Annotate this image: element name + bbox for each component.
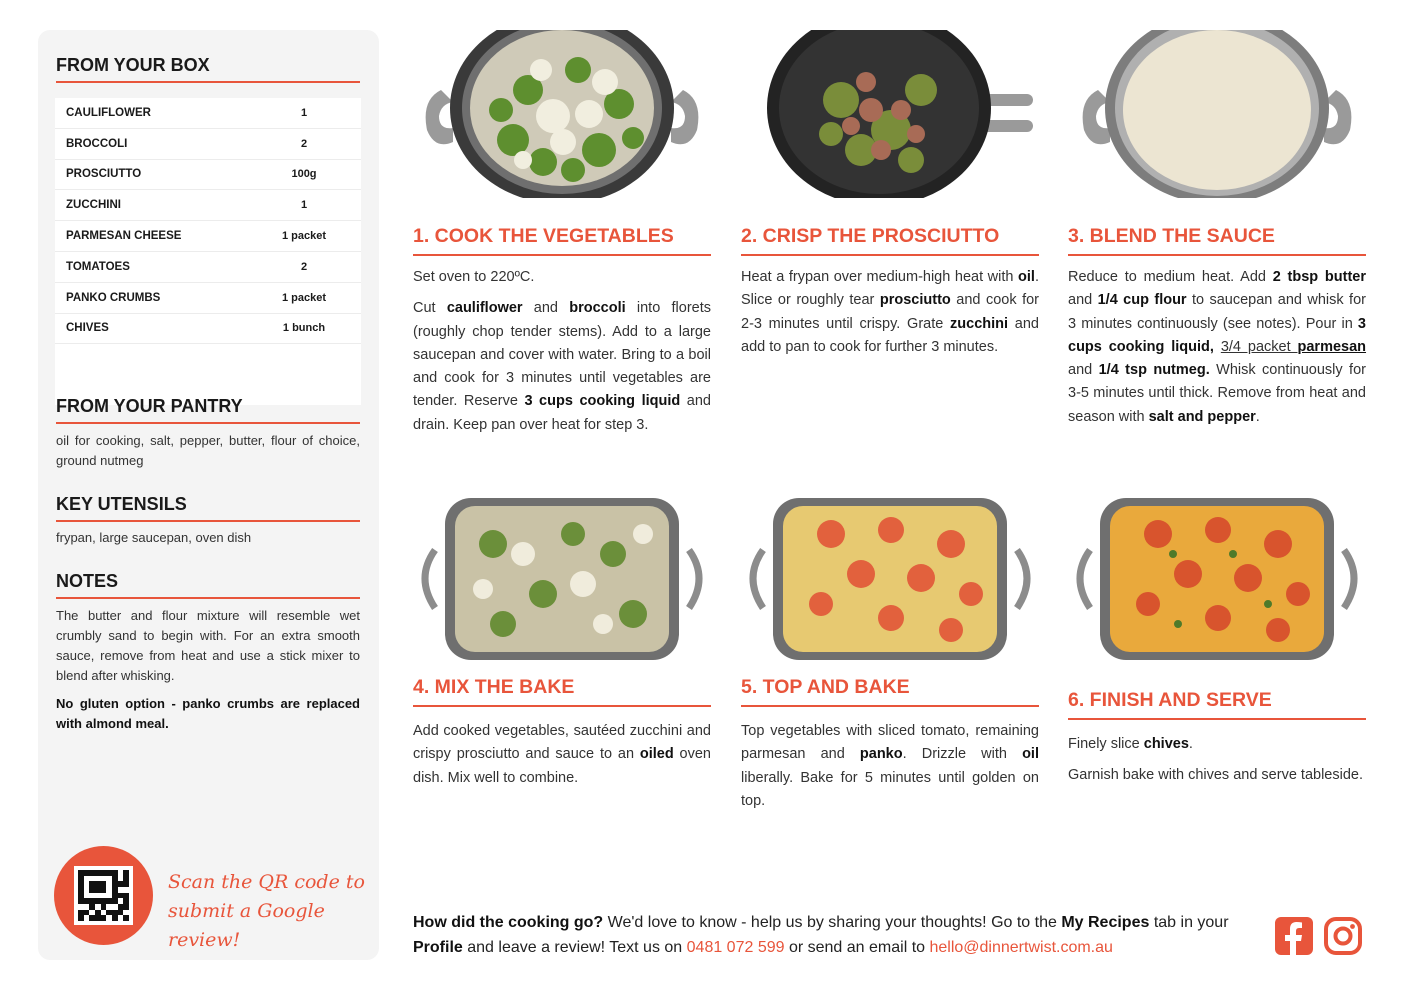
step-title: 5. TOP AND BAKE xyxy=(741,676,1039,707)
utensils-heading: KEY UTENSILS xyxy=(56,494,360,522)
step-paragraph: Cut cauliflower and broccoli into florets (roughly chop tender stems). Add to a large saucepan and cover with water. Bring to a boil and cook for 3 minutes until vegetables are tender. Reserve 3 cups cooking liquid and drain. Keep pan over heat for step 3. xyxy=(413,300,712,433)
frypan-prosciutto-photo xyxy=(741,30,1039,198)
utensils-text: frypan, large saucepan, oven dish xyxy=(56,530,252,545)
step-body xyxy=(413,266,711,445)
step-body xyxy=(741,720,1039,821)
step-title: 6. FINISH AND SERVE xyxy=(1068,689,1366,720)
ingredient-qty: 1 xyxy=(300,199,308,212)
step-paragraph: Add cooked vegetables, sautéed zucchini and crispy prosciutto and sauce to an oiled oven dish. Mix well to combine. xyxy=(413,723,711,786)
table-row xyxy=(55,283,361,314)
ingredient-name: PARMESAN CHEESE xyxy=(66,230,182,243)
review-footer: How did the cooking go? We'd love to know - help us by sharing your thoughts! Go to the My Recipes tab in your Profile and leave a review! Text us on 0481 072 599 or send an email to hello@dinnertwist.com.au xyxy=(413,914,1229,956)
pantry-heading: FROM YOUR PANTRY xyxy=(56,396,360,424)
step-paragraph: Heat a frypan over medium-high heat with oil. Slice or roughly tear prosciutto and cook for 2-3 minutes until crispy. Grate zucchini and add to pan to cook for further 3 minutes. xyxy=(741,269,1040,355)
oven-dish-topped-photo xyxy=(741,494,1039,662)
step-title: 3. BLEND THE SAUCE xyxy=(1068,225,1366,256)
step-paragraph: Set oven to 220ºC. xyxy=(413,269,535,285)
qr-code-badge[interactable] xyxy=(54,846,153,945)
step-paragraph: Reduce to medium heat. Add 2 tbsp butter and 1/4 cup flour to saucepan and whisk for 3 minutes continuously (see notes). Pour in 3 cups cooking liquid, 3/4 packet parmesan and 1/4 tsp nutmeg. Whisk continuously for 3-5 minutes until thick. Remove from heat and season with salt and pepper. xyxy=(1068,269,1367,425)
notes-gluten-free: No gluten option - panko crumbs are replaced with almond meal. xyxy=(56,696,360,731)
oven-dish-mix-photo xyxy=(413,494,711,662)
pantry-text: oil for cooking, salt, pepper, butter, flour of choice, ground nutmeg xyxy=(56,433,360,468)
step-body xyxy=(1068,733,1366,796)
from-box-heading: FROM YOUR BOX xyxy=(56,55,360,83)
ingredient-qty: 1 bunch xyxy=(282,322,326,335)
step-body xyxy=(1068,266,1366,437)
table-row xyxy=(55,252,361,283)
finished-bake-photo xyxy=(1068,494,1366,662)
ingredient-qty: 2 xyxy=(300,137,308,150)
ingredient-name: CHIVES xyxy=(66,322,109,335)
ingredient-qty: 2 xyxy=(300,260,308,273)
table-row xyxy=(55,129,361,160)
ingredient-name: CAULIFLOWER xyxy=(66,106,151,119)
table-row xyxy=(55,190,361,221)
qr-caption xyxy=(168,868,368,955)
qr-code[interactable] xyxy=(74,866,133,925)
notes-heading: NOTES xyxy=(56,571,360,599)
ingredient-name: TOMATOES xyxy=(66,260,130,273)
table-row xyxy=(55,221,361,252)
facebook-icon[interactable] xyxy=(1275,917,1313,955)
ingredient-name: BROCCOLI xyxy=(66,137,128,150)
step-title: 2. CRISP THE PROSCIUTTO xyxy=(741,225,1039,256)
saucepan-sauce-photo xyxy=(1068,30,1366,198)
ingredient-qty: 1 xyxy=(300,106,308,119)
qr-caption-line: Scan the QR code to xyxy=(168,871,365,893)
ingredient-name: PANKO CRUMBS xyxy=(66,291,161,304)
step-paragraph: Top vegetables with sliced tomato, remaining parmesan and panko. Drizzle with oil liberally. Bake for 5 minutes until golden on top. xyxy=(741,723,1039,809)
ingredient-name: PROSCIUTTO xyxy=(66,168,142,181)
step-paragraph: Garnish bake with chives and serve tableside. xyxy=(1068,767,1363,784)
notes-text: The butter and flour mixture will resemble wet crumbly sand to begin with. For an extra smooth sauce, remove from heat and use a stick mixer to blend after whisking. xyxy=(56,608,360,683)
saucepan-vegetables-photo xyxy=(413,30,711,198)
table-row xyxy=(55,98,361,129)
ingredients-table xyxy=(55,98,361,405)
ingredient-qty: 1 packet xyxy=(281,291,327,304)
step-body xyxy=(413,720,711,798)
step-title: 4. MIX THE BAKE xyxy=(413,676,711,707)
table-row xyxy=(55,314,361,345)
instagram-icon[interactable] xyxy=(1324,917,1362,955)
step-title: 1. COOK THE VEGETABLES xyxy=(413,225,711,256)
ingredients-sidebar xyxy=(38,30,379,960)
ingredient-qty: 1 packet xyxy=(281,230,327,243)
step-body xyxy=(741,266,1039,367)
step-paragraph: Finely slice chives. xyxy=(1068,736,1193,752)
qr-caption-line: submit a Google review! xyxy=(168,900,325,951)
table-row xyxy=(55,160,361,191)
ingredient-name: ZUCCHINI xyxy=(66,199,121,212)
ingredient-qty: 100g xyxy=(291,168,317,181)
